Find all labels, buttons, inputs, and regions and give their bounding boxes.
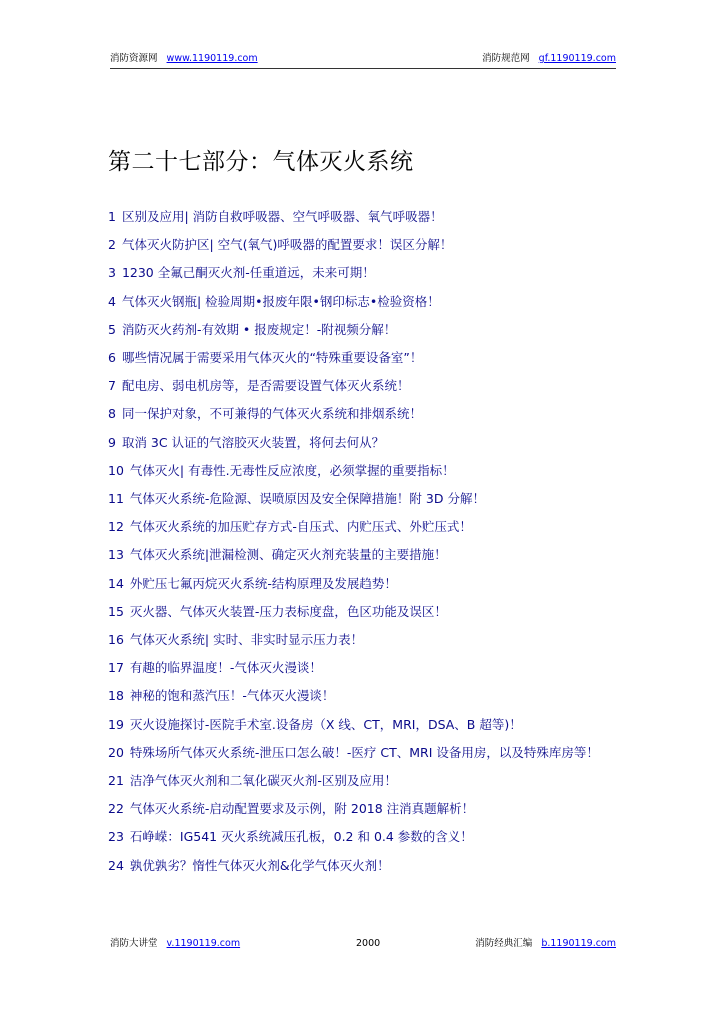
item-text: 气体灭火系统-危险源、误喷原因及安全保障措施！附 3D 分解！ bbox=[129, 491, 485, 507]
item-number: 7 bbox=[108, 378, 116, 394]
item-number: 21 bbox=[108, 773, 124, 789]
item-number: 13 bbox=[108, 547, 124, 563]
page-footer bbox=[110, 936, 616, 952]
item-number: 23 bbox=[108, 829, 124, 845]
article-link-21[interactable] bbox=[108, 767, 628, 795]
article-link-12[interactable] bbox=[108, 513, 628, 541]
article-link-9[interactable] bbox=[108, 429, 628, 457]
footer-right bbox=[475, 936, 616, 952]
item-number: 12 bbox=[108, 519, 124, 535]
item-text: 气体灭火系统| 实时、非实时显示压力表！ bbox=[129, 632, 364, 648]
item-number: 14 bbox=[108, 575, 124, 591]
article-link-14[interactable] bbox=[108, 570, 628, 598]
page-header bbox=[110, 50, 616, 69]
item-text: 区别及应用| 消防自救呼吸器、空气呼吸器、氧气呼吸器！ bbox=[121, 209, 443, 224]
item-number: 11 bbox=[108, 491, 124, 507]
item-number: 16 bbox=[108, 632, 124, 648]
item-text: 取消 3C 认证的气溶胶灭火装置，将何去何从？ bbox=[121, 434, 385, 450]
item-number: 17 bbox=[108, 660, 124, 676]
header-right-label: 消防规范网 bbox=[482, 53, 530, 64]
article-list bbox=[108, 203, 628, 880]
item-number: 1 bbox=[108, 209, 116, 224]
article-link-20[interactable] bbox=[108, 739, 628, 767]
item-text: 气体灭火系统-启动配置要求及示例，附 2018 注消真题解析！ bbox=[129, 801, 475, 817]
page-title: 第二十七部分：气体灭火系统 bbox=[108, 149, 414, 176]
article-link-6[interactable] bbox=[108, 344, 628, 372]
header-left-label: 消防资源网 bbox=[110, 53, 158, 64]
item-text: 气体灭火钢瓶| 检验周期•报废年限•钢印标志•检验资格！ bbox=[121, 293, 440, 309]
item-number: 19 bbox=[108, 716, 124, 732]
item-number: 5 bbox=[108, 321, 116, 337]
footer-right-label: 消防经典汇编 bbox=[475, 938, 533, 949]
item-number: 22 bbox=[108, 801, 124, 817]
article-link-19[interactable] bbox=[108, 711, 628, 739]
article-link-13[interactable] bbox=[108, 541, 628, 569]
article-link-8[interactable] bbox=[108, 400, 628, 428]
footer-left bbox=[110, 936, 240, 952]
article-link-17[interactable] bbox=[108, 654, 628, 682]
article-link-10[interactable] bbox=[108, 457, 628, 485]
page-number: 2000 bbox=[356, 938, 381, 949]
item-number: 15 bbox=[108, 603, 124, 619]
item-text: 灭火器、气体灭火装置-压力表标度盘，色区功能及误区！ bbox=[129, 603, 447, 619]
article-link-2[interactable] bbox=[108, 231, 628, 259]
item-text: 气体灭火系统的加压贮存方式-自压式、内贮压式、外贮压式！ bbox=[129, 519, 472, 535]
article-link-22[interactable] bbox=[108, 795, 628, 823]
header-left-link[interactable]: www.1190119.com bbox=[166, 53, 258, 64]
article-link-16[interactable] bbox=[108, 626, 628, 654]
item-text: 灭火设施探讨-医院手术室.设备房（X 线、CT，MRI，DSA、B 超等)！ bbox=[129, 716, 522, 732]
item-text: 洁净气体灭火剂和二氧化碳灭火剂-区别及应用！ bbox=[129, 773, 397, 789]
item-text: 有趣的临界温度！-气体灭火漫谈！ bbox=[129, 660, 322, 676]
item-number: 24 bbox=[108, 857, 124, 873]
item-number: 3 bbox=[108, 265, 116, 281]
footer-left-link[interactable]: v.1190119.com bbox=[166, 938, 241, 949]
item-number: 2 bbox=[108, 237, 116, 253]
article-link-1[interactable] bbox=[108, 203, 628, 231]
item-text: 气体灭火系统|泄漏检测、确定灭火剂充装量的主要措施！ bbox=[129, 547, 447, 563]
item-text: 1230 全氟己酮灭火剂-任重道远，未来可期！ bbox=[121, 265, 375, 281]
header-right bbox=[482, 50, 616, 68]
item-number: 18 bbox=[108, 688, 124, 704]
article-link-15[interactable] bbox=[108, 598, 628, 626]
item-text: 神秘的饱和蒸汽压！-气体灭火漫谈！ bbox=[129, 688, 335, 704]
item-text: 气体灭火| 有毒性.无毒性反应浓度，必须掌握的重要指标！ bbox=[129, 462, 455, 478]
article-link-24[interactable] bbox=[108, 852, 628, 880]
item-text: 配电房、弱电机房等，是否需要设置气体灭火系统！ bbox=[121, 378, 410, 394]
item-text: 同一保护对象，不可兼得的气体灭火系统和排烟系统！ bbox=[121, 406, 422, 422]
item-number: 9 bbox=[108, 434, 116, 450]
footer-right-link[interactable]: b.1190119.com bbox=[541, 938, 616, 949]
item-text: 气体灭火防护区| 空气(氧气)呼吸器的配置要求！误区分解！ bbox=[121, 237, 453, 253]
item-text: 石峥嵘：IG541 灭火系统减压孔板，0.2 和 0.4 参数的含义！ bbox=[129, 829, 473, 845]
article-link-7[interactable] bbox=[108, 372, 628, 400]
article-link-5[interactable] bbox=[108, 316, 628, 344]
item-text: 外贮压七氟丙烷灭火系统-结构原理及发展趋势！ bbox=[129, 575, 397, 591]
header-right-link[interactable]: gf.1190119.com bbox=[538, 53, 616, 64]
article-link-18[interactable] bbox=[108, 682, 628, 710]
item-number: 10 bbox=[108, 462, 124, 478]
footer-left-label: 消防大讲堂 bbox=[110, 938, 158, 949]
article-link-3[interactable] bbox=[108, 259, 628, 287]
item-number: 6 bbox=[108, 350, 116, 366]
article-link-11[interactable] bbox=[108, 485, 628, 513]
header-left bbox=[110, 50, 258, 68]
item-number: 4 bbox=[108, 293, 116, 309]
item-text: 特殊场所气体灭火系统-泄压口怎么破！-医疗 CT、MRI 设备用房，以及特殊库房等！ bbox=[129, 744, 599, 760]
article-link-23[interactable] bbox=[108, 823, 628, 851]
item-text: 消防灭火药剂-有效期 • 报废规定！-附视频分解！ bbox=[121, 321, 397, 337]
item-text: 孰优孰劣？惰性气体灭火剂&化学气体灭火剂！ bbox=[129, 857, 390, 873]
article-link-4[interactable] bbox=[108, 288, 628, 316]
item-number: 20 bbox=[108, 744, 124, 760]
item-text: 哪些情况属于需要采用气体灭火的“特殊重要设备室”！ bbox=[121, 350, 423, 366]
item-number: 8 bbox=[108, 406, 116, 422]
